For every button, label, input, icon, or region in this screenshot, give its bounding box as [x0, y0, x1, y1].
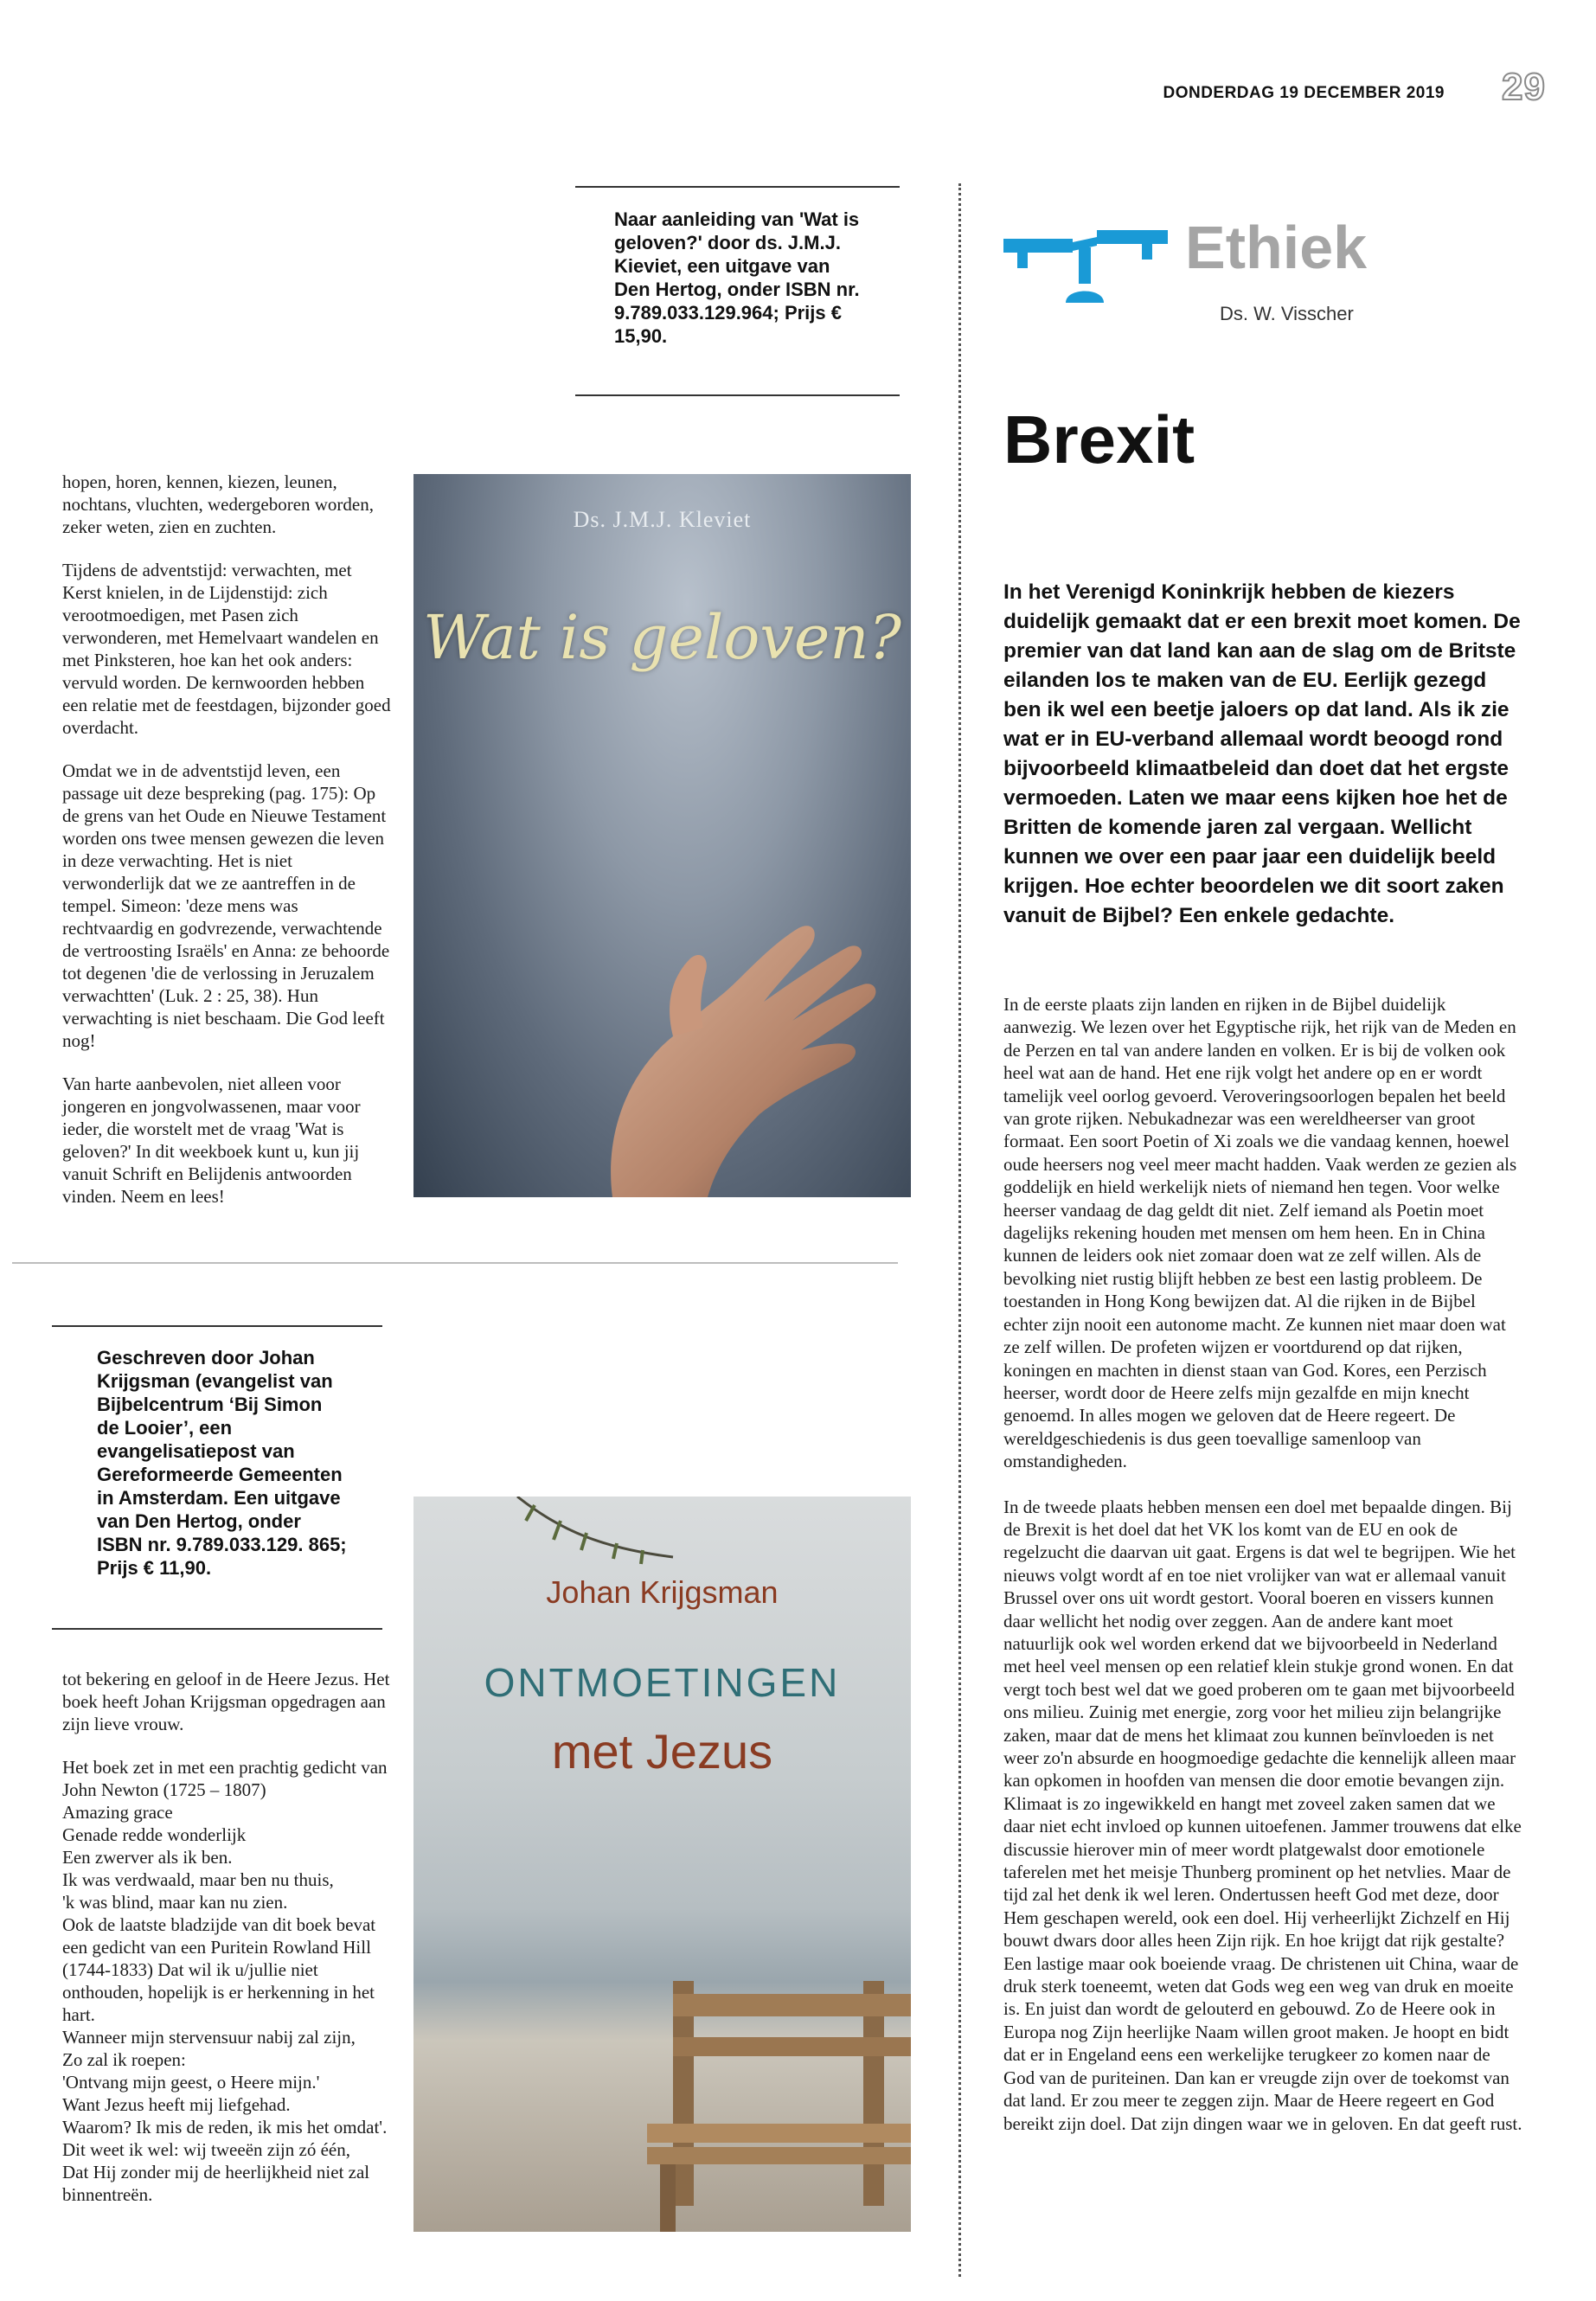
info-box-2-bottom-rule: [52, 1628, 382, 1630]
info-box-2-text: Geschreven door Johan Krijgsman (evangelist van Bijbelcentrum ‘Bij Simon de Looier’, een evangelisatiepost van Gereformeerde Gemeenten in Amsterdam. Een uitgave van Den Hertog, onder ISBN nr. 9.789.033.129. 865; Prijs € 11,90.: [97, 1347, 347, 1579]
open-hand-illustration: [413, 474, 911, 1197]
paragraph: Omdat we in de adventstijd leven, een passage uit deze bespreking (pag. 175): Op de grens van het Oude en Nieuwe Testament worden ons twee mensen gewezen die leven in deze verwachting. Het is niet verwonderlijk dat we ze aantreffen in de tempel. Simeon: 'deze mens was rechtvaardig en godvrezende, verwachtende de vertroosting Israëls' en Anna: ze behoorde tot degenen 'die de verlossing in Jeruzalem verwachtten' (Luk. 2 : 25, 38). Hun verwachting is niet beschaam. Die God leeft nog!: [62, 760, 390, 1051]
info-box-1-text: Naar aanleiding van 'Wat is geloven?' door ds. J.M.J. Kieviet, een uitgave van Den Hertog, onder ISBN nr. 9.789.033.129.964; Prijs € 15,90.: [614, 208, 860, 347]
left-column-top: [62, 471, 391, 1228]
paragraph: In de eerste plaats zijn landen en rijken in de Bijbel duidelijk aanwezig. We lezen over het Egyptische rijk, het rijk van de Meden en de Perzen en tal van andere landen en volken. Er is bij de volken ook heel wat aan de hand. Het ene rijk volgt het andere op en er wordt tamelijk veel oorlog gevoerd. Veroveringsoorlogen bepalen het beeld van grote rijken. Nebukadnezar was een wereldheerser van groot formaat. Een soort Poetin of Xi zoals we die vandaag kennen, hoewel oude heersers nog veel meer macht hadden. Vaak werden ze gezien als goddelijk en hield werkelijk niets of niemand hen tegen. Voor welke heerser vandaag de dag geldt dit niet. Zelf iemand als Poetin moet dagelijks rekening houden met mensen om hem heen. En in China kunnen de leiders ook niet zomaar doen wat ze zelf willen. Als de bevolking niet rustig blijft hebben ze best een lastig probleem. De toestanden in Hong Kong bewijzen dat. Al die rijken in de Bijbel echter zijn nooit een autonome macht. Ze kunnen niet maar doen wat ze zelf willen. De profeten wijzen er voortdurend op dat rijken, koningen en machten in dienst staan van God. Kores, een Perzisch heerser, wordt door de Heere zelfs mijn gezalfde en mijn knecht genoemd. In alles mogen we geloven dat de Heere regeert. De wereldgeschiedenis is dus geen toevallige samenloop van omstandigheden.: [1003, 994, 1517, 1472]
article-author: Ds. W. Visscher: [1220, 303, 1354, 324]
book-2-title-line1: ONTMOETINGEN: [484, 1660, 841, 1705]
left-column-bottom: [62, 1668, 391, 2227]
info-box-1-bottom-rule: [575, 394, 900, 396]
article-title: Brexit: [1003, 401, 1195, 478]
scales-icon: [1003, 230, 1168, 303]
article-lead: In het Verenigd Koninkrijk hebben de kiezers duidelijk gemaakt dat er een brexit moet komen. De premier van dat land kan aan de slag om de Britste eilanden los te maken van de EU. Eerlijk gezegd ben ik wel een beetje jaloers op dat land. Als ik zie wat er in EU-verband allemaal wordt beoogd rond bijvoorbeeld klimaatbeleid dan doet dat het ergste vermoeden. Laten we maar eens kijken hoe het de Britten de komende jaren zal vergaan. Wellicht kunnen we over een paar jaar een duidelijk beeld krijgen. Hoe echter beoordelen we dit soort zaken vanuit de Bijbel? Een enkele gedachte.: [1003, 580, 1521, 927]
paragraph: In de tweede plaats hebben mensen een doel met bepaalde dingen. Bij de Brexit is het doel dat het VK los komt van de EU en ook de regelzucht die daarvan uit gaat. Ergens is dat wel te begrijpen. Wie het nieuws volgt wordt af en toe niet vrolijker van wat er allemaal vanuit Brussel over ons uit wordt gestort. Vooral boeren en vissers kunnen daar wellicht het nodig over zeggen. Aan de andere kant moet natuurlijk ook wel worden erkend dat we bijvoorbeeld in Nederland met heel veel mensen op een relatief klein stukje grond wonen. En dat vergt toch best wel dat we goed proberen om te gaan met bijvoorbeeld ons milieu. Zuinig met energie, zorg voor het milieu zijn belangrijke zaken, maar dat de mens het klimaat zou kunnen beïnvloeden is net weer zo'n absurde en hoogmoedige gedachte die kennelijk alleen maar kan opkomen in hoofden van mensen die door emotie bevangen zijn. Klimaat is zo ingewikkeld en hangt met zoveel zaken samen dat we daar niet echt invloed op kunnen uitoefenen. Jammer trouwens dat elke discussie hierover min of meer wordt platgewalst door emotionele taferelen met het meisje Thunberg prominent op het netvlies. Maar de tijd zal het denk ik wel leren. Ondertussen heeft God met deze, door Hem geschapen wereld, ook een doel. Hij verheerlijkt Zichzelf en Hij bouwt dwars door alles heen Zijn rijk. En hoe krijgt dat rijk gestalte? Een lastige maar ook boeiende vraag. De christenen uit China, waar de druk sterk toeneemt, weten dat Gods weg een weg van druk en moeite is. En juist dan wordt de gelouterd en gebouwd. Zo de Heere ook in Europa nog Zijn heerlijke Naam willen groot maken. Je hoopt en bidt dat er in Engeland eens een werkelijke terugkeer zo komen naar de God van de puriteinen. Dan kan er vreugde zijn over de toekomst van dat land. Er zou meer te zeggen zijn. Maar de Heere regeert en God bereikt zijn doel. Dat zijn dingen waar we in geloven. En dat geeft rust.: [1003, 1496, 1522, 2134]
book-2-author: Johan Krijgsman: [546, 1574, 779, 1610]
book-1-author: Ds. J.M.J. Kleviet: [573, 507, 752, 532]
poem-paragraph: Het boek zet in met een prachtig gedicht van John Newton (1725 – 1807) Amazing grace Genade redde wonderlijk Een zwerver als ik ben. Ik was verdwaald, maar ben nu thuis, 'k was blind, maar kan nu zien. Ook de laatste bladzijde van dit boek bevat een gedicht van een Puritein Rowland Hill (1744-1833) Dat wil ik u/jullie niet onthouden, hopelijk is er herkenning in het hart. Wanneer mijn stervensuur nabij zal zijn, Zo zal ik roepen: 'Ontvang mijn geest, o Heere mijn.' Want Jezus heeft mij liefgehad. Waarom? Ik mis de reden, ik mis het omdat'. Dit weet ik wel: wij tweeën zijn zó één, Dat Hij zonder mij de heerlijkheid niet zal binnentreën.: [62, 1757, 388, 2205]
book-cover-wat-is-geloven: [413, 474, 911, 1197]
paragraph: Van harte aanbevolen, niet alleen voor jongeren en jongvolwassenen, maar voor ieder, die worstelt met de vraag 'Wat is geloven?' In dit weekboek kunt u, kun jij vanuit Schrift en Belijdenis antwoorden vinden. Neem en lees!: [62, 1074, 361, 1207]
paragraph: tot bekering en geloof in de Heere Jezus. Het boek heeft Johan Krijgsman opgedragen aan zijn lieve vrouw.: [62, 1669, 390, 1734]
issue-date: DONDERDAG 19 DECEMBER 2019: [1163, 84, 1445, 102]
section-title: Ethiek: [1185, 214, 1368, 281]
book-2-title-line2: met Jezus: [551, 1724, 773, 1779]
page-number: 29: [1502, 66, 1546, 108]
paragraph: Tijdens de adventstijd: verwachten, met Kerst knielen, in de Lijdenstijd: zich verootmoedigen, met Pasen zich verwonderen, met Hemelvaart wandelen en met Pinksteren, hoe kan het ook anders: vervuld worden. De kernwoorden hebben een relatie met de feestdagen, bijzonder goed overdacht.: [62, 560, 391, 738]
paragraph: hopen, horen, kennen, kiezen, leunen, nochtans, vluchten, wedergeboren worden, zeker weten, zien en zuchten.: [62, 471, 374, 537]
info-box-1-top-rule: [575, 186, 900, 188]
book-cover-ontmoetingen-met-jezus: [413, 1497, 911, 2232]
article-body: [1003, 993, 1522, 2157]
section-divider: [12, 1262, 898, 1264]
book-1-title: Wat is geloven?: [423, 602, 901, 673]
info-box-2-top-rule: [52, 1325, 382, 1327]
column-separator: [958, 183, 961, 2277]
